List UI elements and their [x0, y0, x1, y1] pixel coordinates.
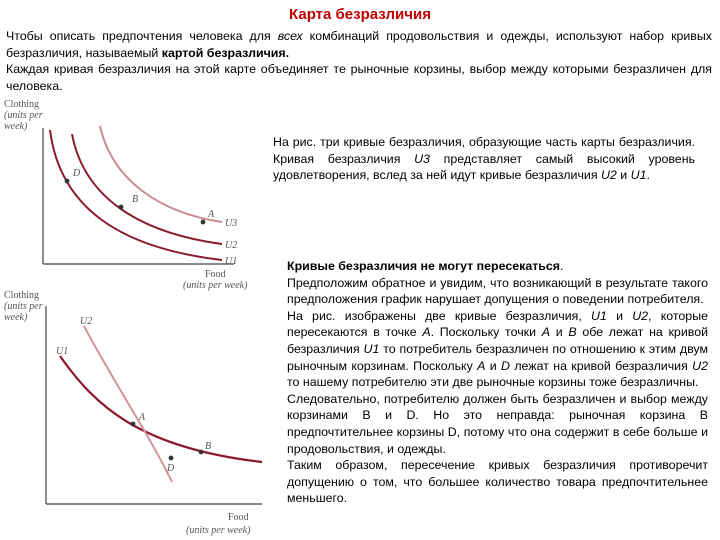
point-d [169, 456, 174, 461]
intro-text [6, 28, 712, 94]
point-a-label: A [208, 209, 215, 220]
point-b-label: B [132, 194, 139, 205]
graph1-x-label-2: (units per week) [183, 280, 248, 291]
curve-u2-label: U2 [225, 240, 238, 251]
curve-u3-label: U3 [225, 218, 238, 229]
point-d-label: D [167, 463, 175, 474]
point-d [65, 179, 70, 184]
graph1-y-label-2: (units per [4, 110, 43, 121]
graph1-y-label: Clothing [4, 99, 40, 110]
point-b-label: B [205, 441, 212, 452]
graph2-y-label: Clothing [4, 290, 40, 301]
curve-u2 [72, 134, 222, 244]
point-b [119, 205, 124, 210]
curve-u2 [84, 326, 172, 482]
point-b [199, 450, 204, 455]
point-a-label: A [139, 412, 146, 423]
page-title: Карта безразличия [289, 6, 431, 23]
graph2-y-label-3: week) [4, 312, 28, 323]
curve-u2-label: U2 [80, 316, 93, 327]
section-heading: Кривые безразличия не могут пересекаться [287, 259, 561, 273]
intersecting-curves-chart [0, 286, 280, 540]
graph2-y-label-2: (units per [4, 301, 43, 312]
point-a [201, 220, 206, 225]
point-d-label: D [73, 168, 81, 179]
graph1-y-label-3: week) [4, 121, 28, 132]
intersection-explanation: Кривые безразличия не могут пересекаться. Предположим обратное и увидим, что возникающий в результате такого предположения график нарушает допущения о поведении потребителя. На рис. изображены две кривые безразличия, U1 и U2, которые пересекаются в точке A. Поскольку точки A и B обе лежат на кривой безразличия U1 то потребитель безразличен по отношению к этим двум рыночным корзинам. Поскольку A и D лежат на кривой безразличия U2 то нашему потребителю эти две рыночные корзины тоже безразличны. Следовательно, потребителю должен быть безразличен и выбор между корзинами В и D. Но это неправда: рыночная корзина В предпочтительнее корзины D, потому что она содержит в себе больше и продовольствия, и одежды. Таким образом, пересечение кривых безразличия противоречит допущению о том, что большее количество товара предпочтительнее меньшего. [287, 259, 709, 506]
curve-u1-label: U1 [56, 346, 69, 357]
indifference-map-chart [0, 98, 262, 293]
curve-u1 [60, 356, 262, 462]
graph2-x-label-2: (units per week) [186, 525, 251, 536]
map-description: На рис. три кривые безразличия, образующие часть карты безразличия. Кривая безразличия U3 представляет самый высокий уровень удовлетворения, вслед за ней идут кривые безразличия U2 и U1. [273, 135, 695, 183]
intro-paragraph-1: Чтобы описать предпочтения человека для всех комбинаций продовольствия и одежды, используют набор кривых безразличия, называемый картой безразличия. [6, 29, 712, 60]
intro-paragraph-2: Каждая кривая безразличия на этой карте объединяет те рыночные корзины, выбор между которыми безразличен для человека. [6, 62, 712, 93]
graph1-x-label: Food [205, 269, 226, 280]
graph2-x-label: Food [228, 512, 249, 523]
curve-u1-label: U1 [225, 256, 238, 267]
point-a [131, 422, 136, 427]
